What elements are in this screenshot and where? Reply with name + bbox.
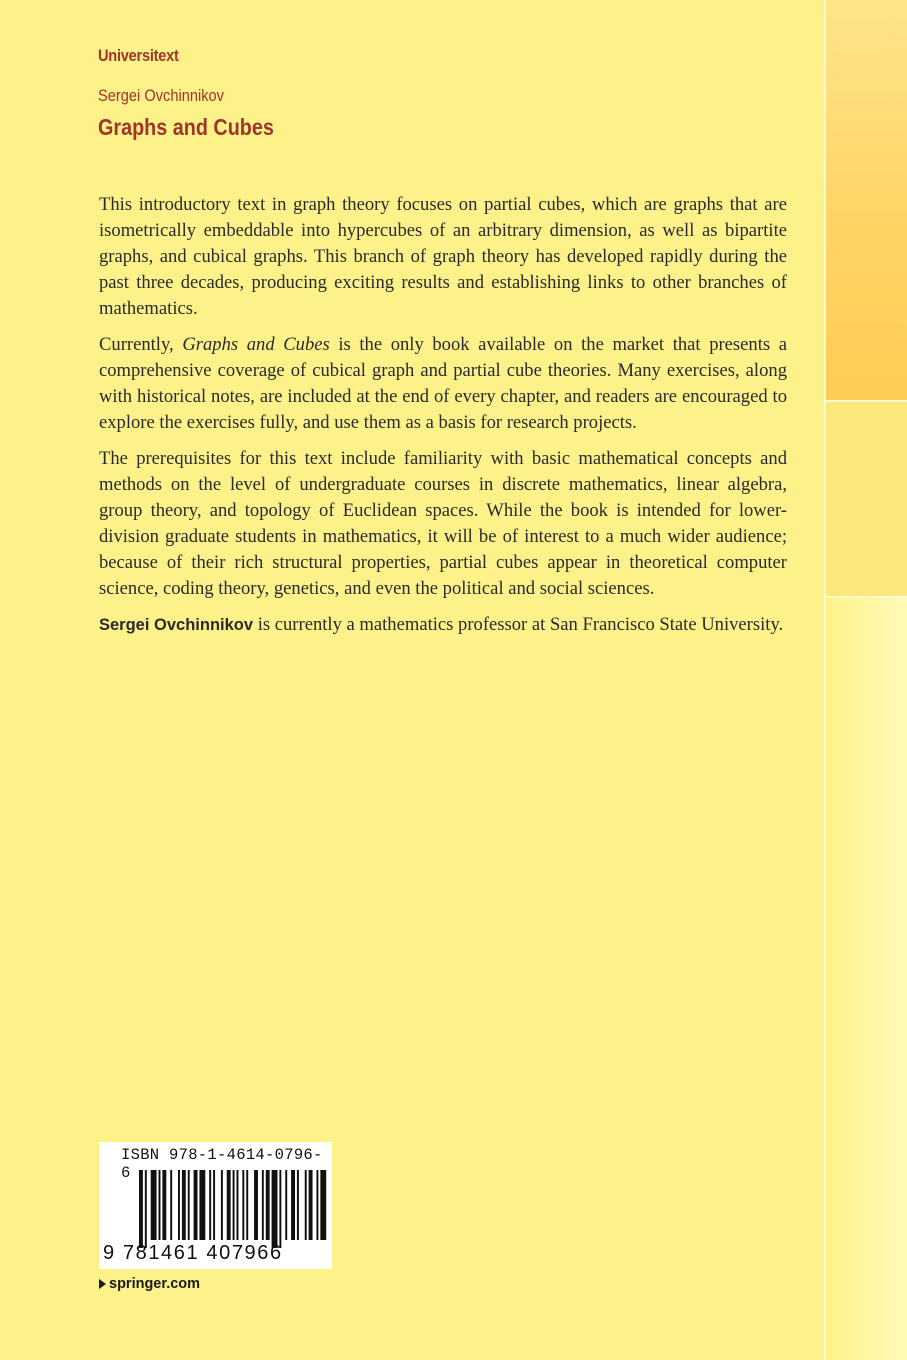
barcode-bar <box>279 1170 281 1248</box>
ean-digits: 9 781461 407966 <box>103 1242 283 1264</box>
author-bio <box>99 612 787 638</box>
color-band-middle <box>826 402 907 596</box>
author-name: Sergei Ovchinnikov <box>98 86 224 105</box>
arrow-right-icon <box>99 1279 106 1289</box>
barcode-bar <box>139 1170 143 1248</box>
barcode-bar <box>242 1170 244 1240</box>
paragraph-2-lead: Currently, <box>99 334 183 355</box>
barcode <box>139 1170 329 1248</box>
barcode-bar <box>246 1170 248 1240</box>
barcode-bar <box>297 1170 299 1240</box>
barcode-bar <box>266 1170 270 1240</box>
barcode-bar <box>188 1170 190 1240</box>
barcode-bar <box>233 1170 235 1240</box>
barcode-bar <box>145 1170 147 1248</box>
color-band-bottom <box>826 598 907 1360</box>
publisher-website[interactable] <box>99 1276 200 1292</box>
website-text: springer.com <box>109 1276 201 1292</box>
barcode-bar <box>254 1170 258 1240</box>
barcode-bar <box>194 1170 198 1240</box>
barcode-bar <box>182 1170 186 1240</box>
book-title-italic: Graphs and Cubes <box>182 334 330 355</box>
description-paragraph-3: The prerequisites for this text include familiarity with basic mathematical concepts and methods on the level of undergraduate courses in discrete mathematics, linear algebra, group theory, and topology of Euclidean spaces. While the book is intended for lower-division graduate students in mathematics, it will be of interest to a much wider audience; because of their rich structural properties, partial cubes appear in theoretical computer science, coding theory, genetics, and even the political and social sciences. <box>99 448 787 599</box>
barcode-bar <box>272 1170 278 1248</box>
barcode-bar <box>320 1170 326 1240</box>
barcode-bar <box>237 1170 239 1240</box>
description-paragraph-2 <box>99 332 787 436</box>
barcode-bar <box>199 1170 205 1240</box>
barcode-bar <box>213 1170 215 1240</box>
color-band-top <box>826 0 907 400</box>
barcode-label <box>99 1142 332 1269</box>
barcode-bar <box>170 1170 172 1240</box>
description-paragraph-1: This introductory text in graph theory focuses on partial cubes, which are graphs that are isometrically embeddable into hypercubes of an arbitrary dimension, as well as bipartite graphs, and cubical graphs. This branch of graph theory has developed rapidly during the past three decades, producing exciting results and establishing links to other branches of mathematics. <box>99 194 787 319</box>
barcode-bar <box>227 1170 231 1240</box>
series-name: Universitext <box>98 46 179 65</box>
barcode-bar <box>316 1170 318 1240</box>
paragraph-2-rest: is the only book available on the market that presents a comprehensive coverage of cubical graph and partial cube theories. Many exercises, along with historical notes, are included at the end of every chapter, and readers are encouraged to explore the exercises fully, and use them as a basis for research projects. <box>99 334 787 433</box>
barcode-bar <box>285 1170 287 1240</box>
bio-author-name: Sergei Ovchinnikov <box>99 616 254 634</box>
barcode-bar <box>151 1170 157 1240</box>
isbn-number: ISBN 978-1-4614-0796-6 <box>121 1146 323 1182</box>
barcode-bar <box>305 1170 307 1240</box>
barcode-bar <box>291 1170 295 1240</box>
bio-text: is currently a mathematics professor at San Francisco State University. <box>253 614 784 635</box>
barcode-bar <box>262 1170 264 1240</box>
barcode-bar <box>309 1170 313 1240</box>
barcode-bar <box>162 1170 166 1240</box>
barcode-bar <box>221 1170 223 1240</box>
barcode-bar <box>209 1170 211 1240</box>
barcode-bar <box>159 1170 161 1240</box>
book-title: Graphs and Cubes <box>98 114 274 140</box>
barcode-bar <box>178 1170 180 1240</box>
description <box>99 192 787 648</box>
